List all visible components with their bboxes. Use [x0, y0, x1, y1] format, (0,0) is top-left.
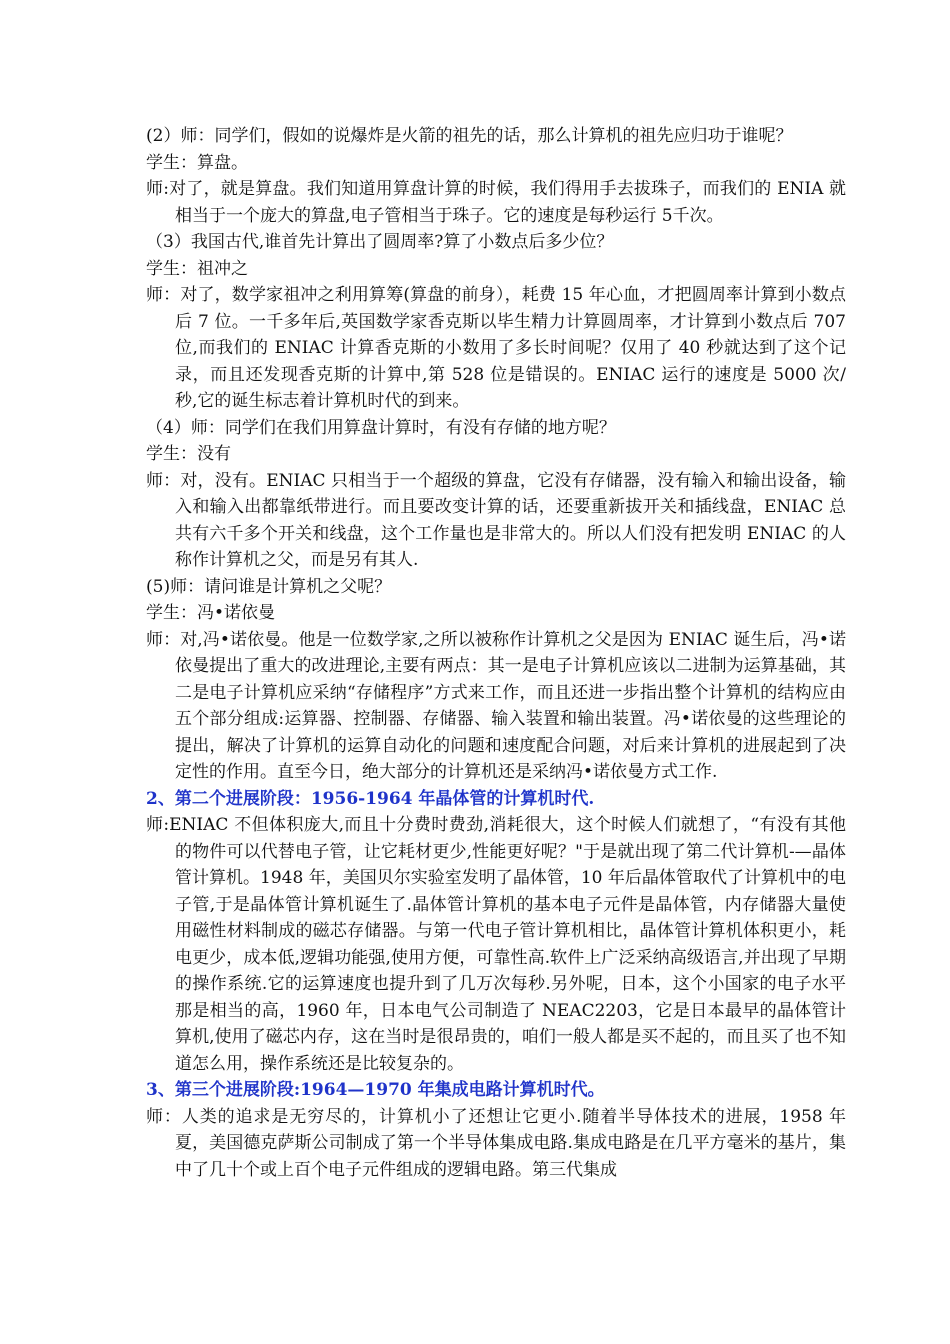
document-body: [146, 123, 846, 1183]
paragraph-student-answer-zuchongzhi: 学生：祖冲之: [146, 258, 248, 279]
paragraph-q4: （4）师：同学们在我们用算盘计算时，有没有存储的地方呢？: [146, 417, 616, 438]
section-heading-second-stage: 2、第二个进展阶段：1956-1964 年晶体管的计算机时代.: [146, 788, 595, 809]
paragraph-teacher-integrated-circuit: 师：人类的追求是无穷尽的，计算机小了还想让它更小.随着半导体技术的进展，1958 年夏，美国德克萨斯公司制成了第一个半导体集成电路.集成电路是在几平方毫米的基片，集中了几十个或上百个电子元件组成的逻辑电路。第三代集成: [146, 1106, 846, 1180]
paragraph-student-answer-abacus: 学生：算盘。: [146, 152, 248, 173]
paragraph-q3: （3）我国古代,谁首先计算出了圆周率?算了小数点后多少位？: [146, 232, 614, 252]
paragraph-student-answer-none: 学生：没有: [146, 444, 231, 464]
paragraph-teacher-abacus: 师:对了，就是算盘。我们知道用算盘计算的时候，我们得用手去拔珠子，而我们的 ENIA 就相当于一个庞大的算盘,电子管相当于珠子。它的速度是每秒运行 5千次。: [146, 179, 846, 226]
paragraph-teacher-transistor: 师:ENIAC 不但体积庞大,而且十分费时费劲,消耗很大，这个时候人们就想了，“有没有其他的物件可以代替电子管，让它耗材更少,性能更好呢？"于是就出现了第二代计算机-—晶体管计算机。1948 年，美国贝尔实验室发明了晶体管，10 年后晶体管取代了计算机中的电子管,于是晶体管计算机诞生了.晶体管计算机的基本电子元件是晶体管，内存储器大量使用磁性材料制成的磁芯存储器。与第一代电子管计算机相比，晶体管计算机体积更小，耗电更少，成本低,逻辑功能强,使用方便，可靠性高.软件上广泛采纳高级语言,并出现了早期的操作系统.它的运算速度也提升到了几万次每秒.另外呢，日本，这个小国家的电子水平那是相当的高，1960 年，日本电气公司制造了 NEAC2203，它是日本最早的晶体管计算机,使用了磁芯内存，这在当时是很昂贵的，咱们一般人都是买不起的，而且买了也不知道怎么用，操作系统还是比较复杂的。: [146, 815, 846, 1074]
section-heading-third-stage: 3、第三个进展阶段:1964—1970 年集成电路计算机时代。: [146, 1080, 605, 1100]
paragraph-student-answer-neumann: 学生：冯•诺依曼: [146, 603, 276, 623]
paragraph-q5: (5)师：请问谁是计算机之父呢？: [146, 576, 392, 597]
paragraph-teacher-pi: 师：对了，数学家祖冲之利用算筹(算盘的前身），耗费 15 年心血，才把圆周率计算到小数点后 7 位。一千多年后,英国数学家香克斯以毕生精力计算圆周率，才计算到小数点后 707 位,而我们的 ENIAC 计算香克斯的小数用了多长时间呢？仅用了 40 秒就达到了这个记录，而且还发现香克斯的计算中,第 528 位是错误的。ENIAC 运行的速度是 5000 次/秒,它的诞生标志着计算机时代的到来。: [146, 285, 846, 411]
paragraph-q2: (2）师：同学们，假如的说爆炸是火箭的祖先的话，那么计算机的祖先应归功于谁呢？: [146, 126, 793, 146]
paragraph-teacher-eniac-storage: 师：对，没有。ENIAC 只相当于一个超级的算盘，它没有存储器，没有输入和输出设备，输入和输入出都靠纸带进行。而且要改变计算的话，还要重新拔开关和插线盘，ENIAC 总共有六千多个开关和线盘，这个工作量也是非常大的。所以人们没有把发明 ENIAC 的人称作计算机之父，而是另有其人.: [146, 470, 846, 570]
paragraph-teacher-neumann: 师：对,冯•诺依曼。他是一位数学家,之所以被称作计算机之父是因为 ENIAC 诞生后，冯•诺依曼提出了重大的改进理论,主要有两点：其一是电子计算机应该以二进制为运算基础，其二是电子计算机应采纳“存储程序”方式来工作，而且还进一步指出整个计算机的结构应由五个部分组成:运算器、控制器、存储器、输入装置和输出装置。冯•诺依曼的这些理论的提出，解决了计算机的运算自动化的问题和速度配合问题，对后来计算机的进展起到了决定性的作用。直至今日，绝大部分的计算机还是采纳冯•诺依曼方式工作.: [146, 629, 846, 782]
